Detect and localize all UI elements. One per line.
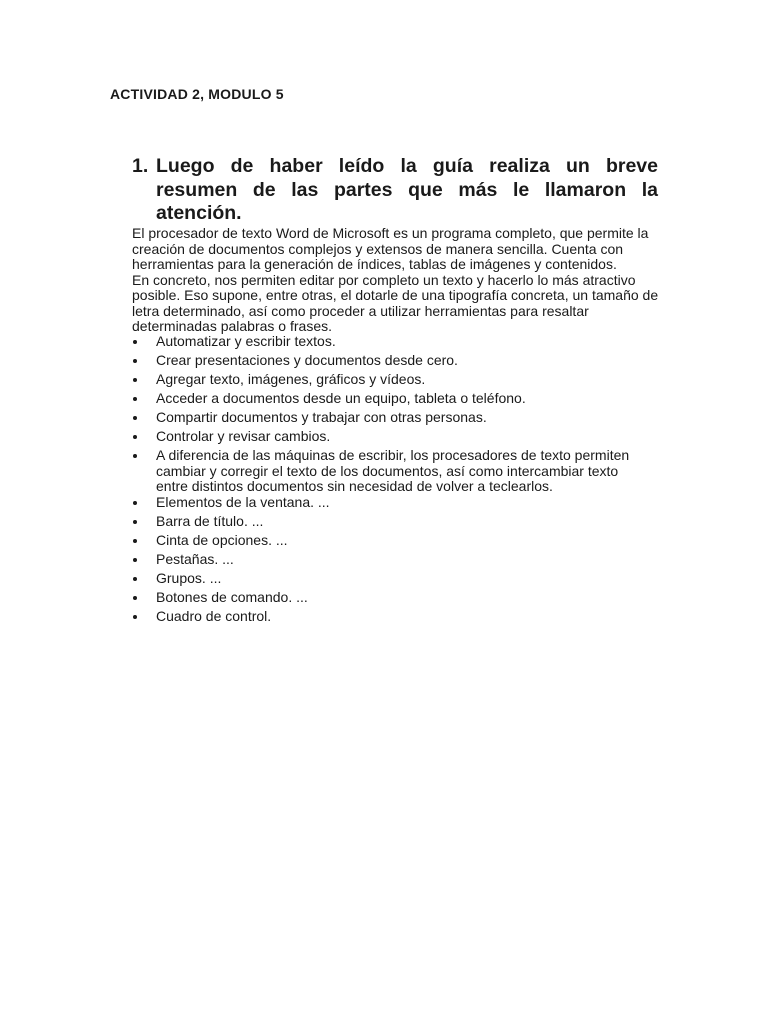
list-item-text: Acceder a documentos desde un equipo, tableta o teléfono. (156, 390, 526, 406)
bullet-icon (133, 558, 137, 562)
list-item-text: Botones de comando. ... (156, 589, 308, 605)
paragraph-intro: El procesador de texto Word de Microsoft es un programa completo, que permite la creación de documentos complejos y extensos de manera sencilla. Cuenta con herramientas para la generación de índices, tablas de imágenes y contenidos. (132, 225, 649, 272)
bullet-icon (133, 435, 137, 439)
question-heading (132, 155, 658, 226)
bullet-icon (133, 359, 137, 363)
feature-list (132, 334, 632, 628)
list-item (132, 533, 632, 549)
list-item (132, 495, 632, 511)
list-item (132, 609, 632, 625)
paragraph-editing: En concreto, nos permiten editar por completo un texto y hacerlo lo más atractivo posible. Eso supone, entre otras, el dotarle de una tipografía concreta, un tamaño de letra determinado, así como proceder a utilizar herramientas para resaltar determinadas palabras o frases. (132, 271, 659, 334)
bullet-icon (133, 596, 137, 600)
list-item-text: A diferencia de las máquinas de escribir, los procesadores de texto permiten cambiar y corregir el texto de los documentos, así como intercambiar texto entre distintos documentos sin necesidad de volver a teclearlos. (156, 447, 630, 494)
list-item (132, 514, 632, 530)
bullet-icon (133, 615, 137, 619)
bullet-icon (133, 577, 137, 581)
bullet-icon (133, 378, 137, 382)
list-item-text: Compartir documentos y trabajar con otras personas. (156, 409, 487, 425)
list-item (132, 590, 632, 606)
bullet-icon (133, 397, 137, 401)
list-item-text: Grupos. ... (156, 570, 222, 586)
list-item (132, 429, 632, 445)
list-item (132, 552, 632, 568)
list-item (132, 334, 632, 350)
list-item-text: Cinta de opciones. ... (156, 532, 288, 548)
list-item-text: Automatizar y escribir textos. (156, 333, 336, 349)
document-header: ACTIVIDAD 2, MODULO 5 (110, 86, 284, 102)
list-item (132, 410, 632, 426)
list-item (132, 448, 632, 495)
list-item-text: Barra de título. ... (156, 513, 264, 529)
list-item-text: Crear presentaciones y documentos desde cero. (156, 352, 458, 368)
question-number: 1. (132, 155, 149, 177)
bullet-icon (133, 501, 137, 505)
answer-body (132, 226, 664, 335)
bullet-icon (133, 520, 137, 524)
bullet-icon (133, 539, 137, 543)
bullet-icon (133, 340, 137, 344)
list-item (132, 372, 632, 388)
list-item (132, 571, 632, 587)
question-text: Luego de haber leído la guía realiza un breve resumen de las partes que más le llamaron la atención. (156, 155, 658, 224)
list-item-text: Cuadro de control. (156, 608, 272, 624)
list-item-text: Elementos de la ventana. ... (156, 494, 330, 510)
list-item (132, 391, 632, 407)
list-item (132, 353, 632, 369)
list-item-text: Pestañas. ... (156, 551, 234, 567)
list-item-text: Controlar y revisar cambios. (156, 428, 331, 444)
list-item-text: Agregar texto, imágenes, gráficos y vídeos. (156, 371, 426, 387)
bullet-icon (133, 454, 137, 458)
bullet-icon (133, 416, 137, 420)
